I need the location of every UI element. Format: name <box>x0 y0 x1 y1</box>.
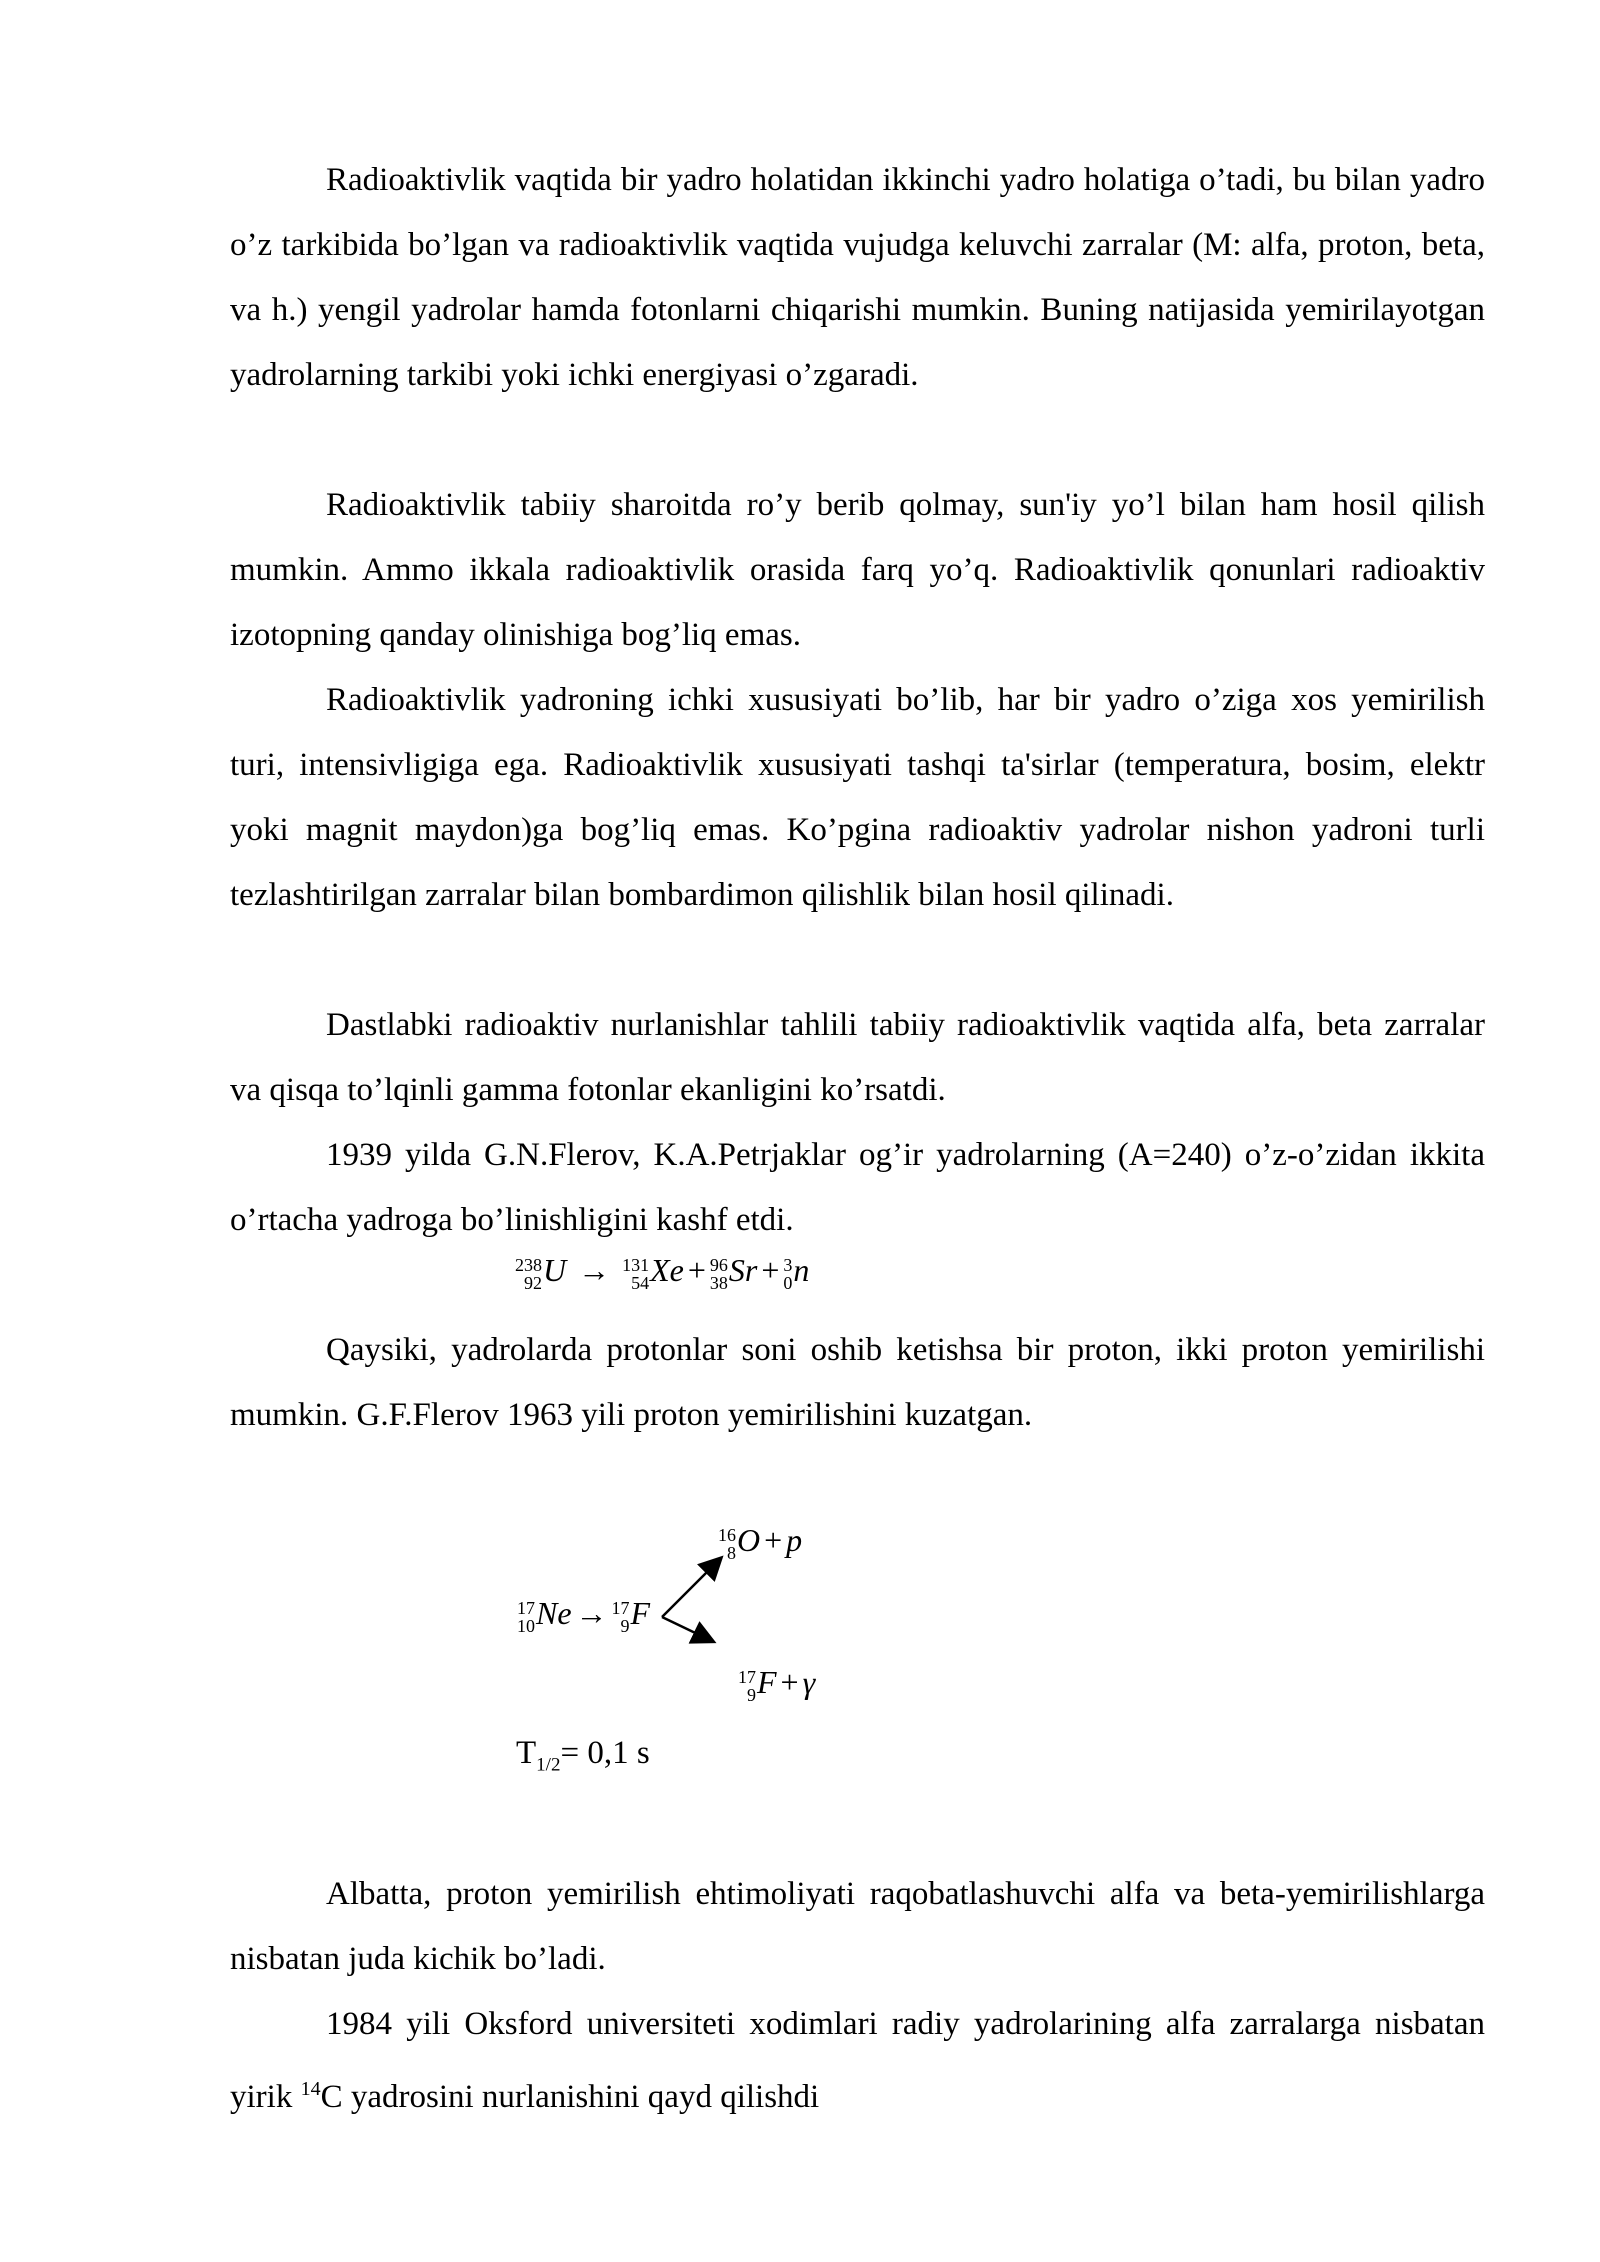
reaction-arrow: → <box>578 1252 611 1288</box>
paragraph-nucleus-property: Radioaktivlik yadroning ichki xususiyati bo’lib, har bir yadro o’ziga xos yemirilish turi, intensivligiga ega. Radioaktivlik xususiyati tashqi ta'sirlar (temperatura, bosim, elektr yoki magnit maydon)ga bog’liq emas. Ko’pgina radioaktiv yadrolar nishon yadroni turli tezlashtirilgan zarralar bilan bombardimon qilishlik bilan hosil qilinadi. <box>230 682 1485 913</box>
decay-chain <box>517 1595 650 1635</box>
half-life: $T_{1/2}= 0,1$ s <box>516 1735 650 1776</box>
decay-arrow: → <box>575 1595 608 1631</box>
paragraph-proton-probability: Albatta, proton yemirilish ehtimoliyati raqobatlashuvchi alfa va beta-yemirilishlarga nisbatan juda kichik bo’ladi. <box>230 1876 1485 1977</box>
arrow-down-right <box>662 1617 712 1641</box>
paragraph-radioactivity-transition: Radioaktivlik vaqtida bir yadro holatidan ikkinchi yadro holatiga o’tadi, bu bilan yadro o’z tarkibida bo’lgan va radioaktivlik vaqtida vujudga keluvchi zarralar (M: alfa, proton, beta, va h.) yengil yadrolar hamda fotonlarni chiqarishi mumkin. Buning natijasida yemirilayotgan yadrolarning tarkibi yoki ichki energiyasi o’zgaradi. <box>230 162 1485 393</box>
neutron-nuclide: 3 0 n <box>783 1252 810 1293</box>
branch-arrows <box>650 1515 730 1665</box>
paragraph-initial-analysis: Dastlabki radioaktiv nurlanishlar tahlili tabiiy radioaktivlik vaqtida alfa, beta zarralar va qisqa to’lqinli gamma fotonlar ekanligini ko’rsatdi. <box>230 1007 1485 1108</box>
paragraph-spontaneous-fission: 1939 yilda G.N.Flerov, K.A.Petrjaklar og’ir yadrolarning (A=240) o’z-o’zidan ikkita o’rtacha yadroga bo’linishligini kashf etdi. <box>230 1137 1485 1238</box>
xenon-nuclide: 131 54 Xe <box>622 1252 684 1293</box>
arrow-up-right <box>662 1559 720 1617</box>
neon-nuclide: 17 10 Ne <box>517 1595 572 1636</box>
decay-branch-upper: 16 8 O + p <box>718 1522 803 1563</box>
uranium-nuclide: 238 92 U <box>515 1252 567 1293</box>
decay-branch-lower: 17 9 F + γ <box>738 1664 816 1705</box>
fluorine-nuclide: 17 9 F <box>611 1595 651 1636</box>
paragraph-artificial-radioactivity: Radioaktivlik tabiiy sharoitda ro’y berib qolmay, sun'iy yo’l bilan ham hosil qilish mumkin. Ammo ikkala radioaktivlik orasida farq yo’q. Radioaktivlik qonunlari radioaktiv izotopning qanday olinishiga bog’liq emas. <box>230 487 1485 653</box>
paragraph-proton-decay: Qaysiki, yadrolarda protonlar soni oshib ketishsa bir proton, ikki proton yemirilishi mumkin. G.F.Flerov 1963 yili proton yemirilishini kuzatgan. <box>230 1332 1485 1433</box>
paragraph-oxford-discovery: 1984 yili Oksford universiteti xodimlari radiy yadrolarining alfa zarralarga nisbatan yirik $^{14}$C yadrosini nurlanishini qayd qilishdi <box>230 2006 1485 2115</box>
strontium-nuclide: 96 38 Sr <box>709 1252 758 1293</box>
fission-equation: 238 92 U → 131 54 Xe + 96 38 Sr + 3 0 n <box>515 1252 810 1293</box>
